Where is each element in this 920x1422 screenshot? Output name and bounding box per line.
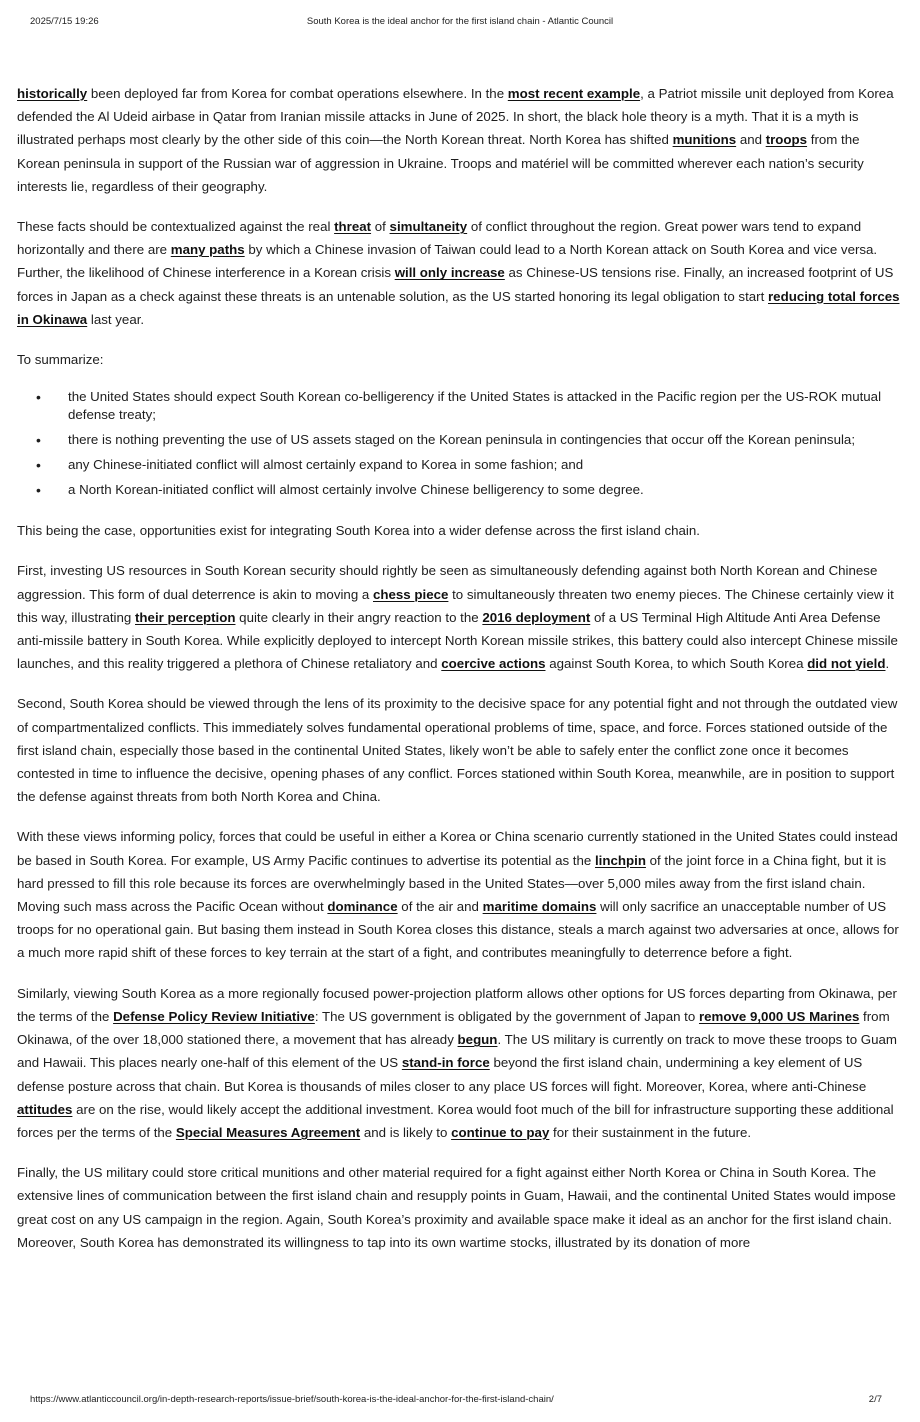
text: With these views informing policy, forces that could be useful in either a Korea or China scenario currently stationed in the United States could instead be based in South Korea. For example, US Army Pacific continues to advertise its potential as the	[17, 829, 898, 868]
text: .	[885, 656, 890, 672]
text: of the joint force in a China fight, but it is hard pressed to fill this role because its forces are overwhelmingly based in the United States—over 5,000 miles away from the first island chain. Moving such mass across the Pacific Ocean without	[17, 852, 887, 915]
text: and	[736, 132, 766, 148]
text: of a US Terminal High Altitude Anti Area Defense anti-missile battery in South Korea. While explicitly deployed to intercept North Korean missile strikes, this battery could also intercept Chinese missile launches, and this reality triggered a plethora of Chinese retaliatory and	[17, 609, 898, 672]
list-item	[17, 481, 903, 499]
text: for their sustainment in the future.	[549, 1124, 752, 1140]
text: of the air and	[397, 899, 483, 915]
text: against South Korea, to which South Korea	[545, 656, 808, 672]
print-page-number: 2/7	[868, 1394, 882, 1405]
link-defense-policy-review-initiative[interactable]: Defense Policy Review Initiative	[113, 1008, 315, 1024]
list-item-text: the United States should expect South Korean co-belligerency if the United States is attacked in the Pacific region per the US-ROK mutual defense treaty;	[68, 389, 882, 423]
link-attitudes[interactable]: attitudes	[17, 1101, 73, 1117]
link-dominance[interactable]: dominance	[327, 899, 398, 915]
link-many-paths[interactable]: many paths	[170, 242, 245, 258]
text: from Okinawa, of the over 18,000 stationed there, a movement that has already	[17, 1008, 890, 1048]
paragraph-proximity: Second, South Korea should be viewed through the lens of its proximity to the decisive space for any potential fight and not through the outdated view of compartmentalized conflicts. This immediately solves fundamental operational problems of time, space, and force. Forces stationed outside of the first island chain, especially those based in the continental United States, likely won’t be able to safely enter the conflict zone once it becomes contested in time to influence the decisive, opening phases of any conflict. Forces stationed within South Korea, meanwhile, are in position to support the defense against threats from both North Korea and China.	[17, 696, 898, 805]
link-stand-in-force[interactable]: stand-in force	[401, 1055, 490, 1071]
link-continue-to-pay[interactable]: continue to pay	[451, 1124, 550, 1140]
paragraph-dual-deterrence	[17, 559, 903, 675]
print-url: https://www.atlanticcouncil.org/in-depth-research-reports/issue-brief/south-korea-is-the-ideal-anchor-for-the-first-island-chain/	[30, 1394, 554, 1405]
link-special-measures-agreement[interactable]: Special Measures Agreement	[175, 1124, 361, 1140]
link-2016-deployment[interactable]: 2016 deployment	[482, 609, 591, 625]
bullet-icon: •	[36, 389, 41, 406]
print-datetime: 2025/7/15 19:26	[30, 16, 99, 27]
list-item	[17, 431, 903, 449]
text: quite clearly in their angry reaction to the	[235, 609, 483, 625]
text: will only sacrifice an unacceptable number of US troops for no operational gain. But basing them instead in South Korea closes this distance, steals a march against two adversaries at once, allows for a much more rapid shift of these forces to key terrain at the start of a fight, and contributes meaningfully to deterrence before a fight.	[17, 899, 899, 961]
link-linchpin[interactable]: linchpin	[594, 852, 646, 868]
summary-list	[17, 388, 903, 499]
paragraph-okinawa	[17, 982, 903, 1144]
link-coercive-actions[interactable]: coercive actions	[441, 656, 546, 672]
bullet-icon: •	[36, 457, 41, 474]
link-threat[interactable]: threat	[334, 219, 372, 235]
text: . The US military is currently on track to move these troops to Guam and Hawaii. This places nearly one-half of this element of the US	[17, 1032, 897, 1071]
link-munitions[interactable]: munitions	[672, 132, 737, 148]
text: , a Patriot missile unit deployed from Korea defended the Al Udeid airbase in Qatar from Iranian missile attacks in June of 2025. In short, the black hole theory is a myth. That it is a myth is illustrated perhaps most clearly by the other side of this coin—the North Korean threat. North Korea has shifted	[17, 86, 894, 148]
link-maritime-domains[interactable]: maritime domains	[482, 899, 597, 915]
text: are on the rise, would likely accept the additional investment. Korea would foot much of the bill for infrastructure supporting these additional forces per the terms of the	[17, 1101, 894, 1140]
print-header	[30, 16, 890, 30]
link-historically[interactable]: historically	[17, 86, 88, 101]
list-item-text: a North Korean-initiated conflict will almost certainly involve Chinese belligerency to some degree.	[68, 482, 644, 498]
paragraph-munitions-storage: Finally, the US military could store critical munitions and other material required for a fight against either North Korea or China in South Korea. The extensive lines of communication between the first island chain and resupply points in Guam, Hawaii, and the continental United States would impose great cost on any US campaign in the region. Again, South Korea’s proximity and available space make it ideal as an anchor for the first island chain. Moreover, South Korea has demonstrated its willingness to tap into its own wartime stocks, illustrated by its donation of more	[17, 1165, 896, 1250]
link-will-only-increase[interactable]: will only increase	[394, 265, 505, 281]
text: been deployed far from Korea for combat operations elsewhere. In the	[87, 86, 508, 101]
link-their-perception[interactable]: their perception	[135, 609, 236, 625]
link-reducing-total-forces[interactable]: reducing total forces in Okinawa	[17, 288, 900, 327]
list-item	[17, 388, 903, 424]
text: of conflict throughout the region. Great power wars tend to expand horizontally and there are	[17, 219, 862, 258]
text: to simultaneously threaten two enemy pieces. The Chinese certainly view it this way, illustrating	[17, 586, 894, 625]
paragraph-basing-forces	[17, 825, 903, 964]
text: beyond the first island chain, undermining a key element of US defense posture across that chain. But Korea is thousands of miles closer to any place US forces will fight. Moreover, Korea, where anti-Chinese	[17, 1055, 867, 1094]
text: as Chinese-US tensions rise. Finally, an increased footprint of US forces in Japan as a check against these threats is an untenable solution, as the US started honoring its legal obligation to start	[17, 265, 894, 304]
link-troops[interactable]: troops	[765, 132, 808, 148]
list-item	[17, 456, 903, 474]
print-footer	[30, 1394, 882, 1408]
paragraph-summary-intro: To summarize:	[17, 352, 104, 368]
print-page-title: South Korea is the ideal anchor for the first island chain - Atlantic Council	[306, 16, 614, 27]
list-item-text: there is nothing preventing the use of US assets staged on the Korean peninsula in contingencies that occur off the Korean peninsula;	[68, 432, 856, 448]
bullet-icon: •	[36, 432, 41, 449]
text: last year.	[87, 311, 145, 327]
bullet-icon: •	[36, 482, 41, 499]
text: of	[371, 219, 390, 235]
text: Similarly, viewing South Korea as a more regionally focused power-projection platform allows other options for US forces departing from Okinawa, per the terms of the	[17, 985, 897, 1024]
paragraph-opportunities: This being the case, opportunities exist for integrating South Korea into a wider defense across the first island chain.	[17, 523, 700, 539]
link-begun[interactable]: begun	[457, 1032, 498, 1048]
link-most-recent-example[interactable]: most recent example	[507, 86, 641, 101]
text: First, investing US resources in South Korean security should rightly be seen as simultaneously defending against both North Korean and Chinese aggression. This form of dual deterrence is akin to moving a	[17, 563, 878, 602]
link-simultaneity[interactable]: simultaneity	[389, 219, 468, 235]
text: and is likely to	[360, 1124, 452, 1140]
text: from the Korean peninsula in support of the Russian war of aggression in Ukraine. Troops and matériel will be committed wherever each nation’s security interests lie, regardless of their geography.	[17, 132, 864, 194]
text: : The US government is obligated by the government of Japan to	[314, 1008, 699, 1024]
link-did-not-yield[interactable]: did not yield	[807, 656, 886, 672]
link-chess-piece[interactable]: chess piece	[373, 586, 449, 602]
paragraph-black-hole-myth	[17, 82, 903, 198]
text: by which a Chinese invasion of Taiwan could lead to a North Korean attack on South Korea and vice versa. Further, the likelihood of Chinese interference in a Korean crisis	[17, 242, 878, 281]
link-remove-marines[interactable]: remove 9,000 US Marines	[698, 1008, 860, 1024]
list-item-text: any Chinese-initiated conflict will almost certainly expand to Korea in some fashion; and	[68, 457, 584, 473]
article-body	[17, 82, 903, 1271]
paragraph-simultaneity	[17, 215, 903, 331]
text: These facts should be contextualized against the real	[17, 219, 335, 235]
